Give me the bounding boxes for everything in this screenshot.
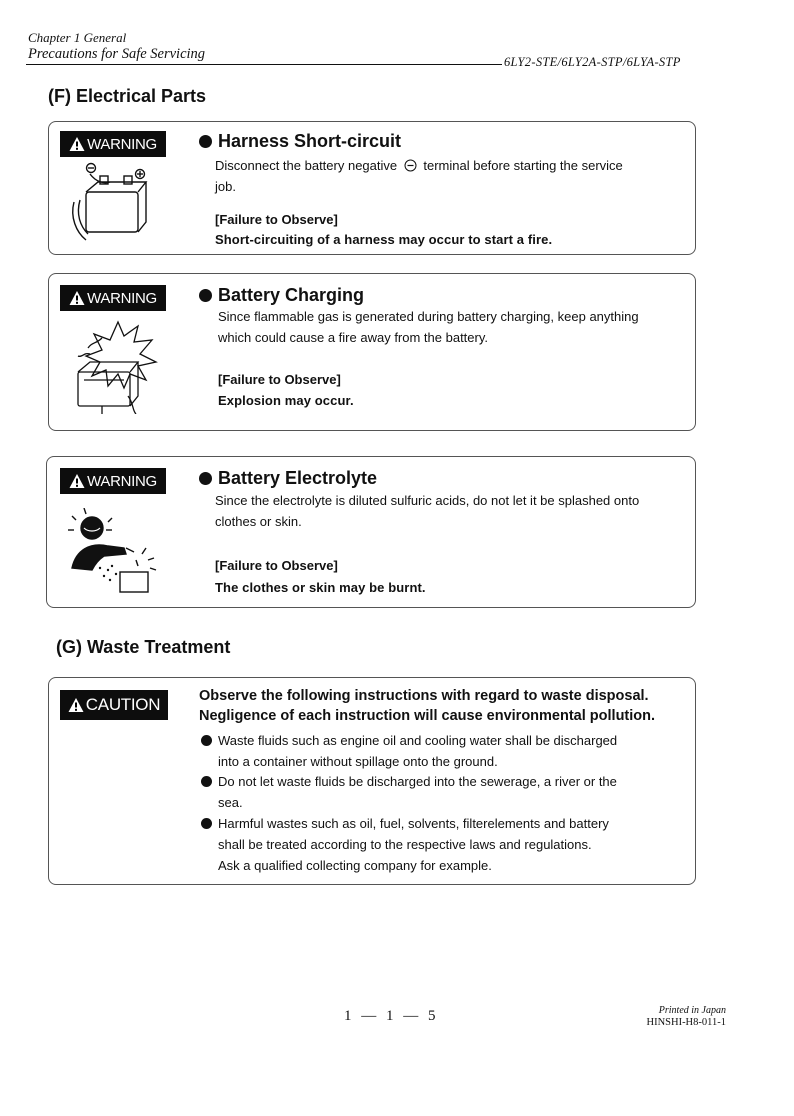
battery-explosion-icon: [72, 318, 164, 414]
intro-line: Negligence of each instruction will cause environmental pollution.: [199, 708, 656, 724]
failure-heading: [Failure to Observe]: [218, 372, 341, 387]
section-title: Precautions for Safe Servicing: [28, 46, 206, 62]
item-title-charging: [199, 285, 364, 306]
item-title-text: Battery Charging: [218, 285, 365, 305]
waste-bullet-item: [201, 771, 681, 813]
warning-triangle-icon: [69, 290, 85, 306]
bullet-icon: [199, 289, 212, 302]
document-code: HINSHI-H8-011-1: [646, 1017, 726, 1028]
caution-badge: [60, 690, 168, 720]
electrolyte-splash-icon: [64, 508, 164, 598]
caution-badge-label: CAUTION: [85, 695, 161, 714]
item-body-harness: [215, 155, 677, 197]
warning-badge: [60, 285, 166, 311]
page-number: 1 — 1 — 5: [344, 1008, 439, 1024]
warning-badge-label: WARNING: [87, 289, 157, 307]
warning-badge-label: WARNING: [87, 472, 157, 490]
body-line: Since flammable gas is generated during battery charging, keep anything: [218, 309, 639, 324]
negative-terminal-icon: [404, 159, 417, 172]
body-line: Since the electrolyte is diluted sulfuric acids, do not let it be splashed onto: [215, 493, 640, 508]
body-line-tail: terminal before starting the service: [423, 158, 623, 173]
failure-heading: [Failure to Observe]: [215, 558, 338, 573]
item-body-electrolyte: [215, 490, 685, 532]
body-line: clothes or skin.: [215, 514, 302, 529]
waste-bullet-item: [201, 813, 681, 876]
bullet-line: shall be treated according to the respective laws and regulations.: [218, 837, 592, 852]
bullet-line: into a container without spillage onto the ground.: [218, 754, 498, 769]
warning-triangle-icon: [69, 136, 85, 152]
warning-badge: [60, 468, 166, 494]
bullet-icon: [199, 135, 212, 148]
waste-bullet-item: [201, 730, 681, 772]
warning-triangle-icon: [69, 473, 85, 489]
electrical-parts-heading: (F) Electrical Parts: [48, 86, 207, 106]
warning-badge: [60, 131, 166, 157]
battery-terminal-icon: [66, 162, 158, 244]
caution-triangle-icon: [68, 697, 84, 713]
failure-text: Short-circuiting of a harness may occur to start a fire.: [215, 232, 553, 247]
item-body-charging: [218, 306, 680, 348]
chapter-title: Chapter 1 General: [28, 30, 127, 45]
item-title-harness: [199, 131, 401, 152]
bullet-line: Waste fluids such as engine oil and cooling water shall be discharged: [218, 733, 618, 748]
header-divider: [26, 64, 502, 65]
failure-text: Explosion may occur.: [218, 393, 354, 408]
bullet-line: Ask a qualified collecting company for example.: [218, 858, 492, 873]
bullet-icon: [199, 472, 212, 485]
bullet-icon: [201, 818, 212, 829]
failure-text: The clothes or skin may be burnt.: [215, 580, 426, 595]
item-title-text: Battery Electrolyte: [218, 468, 378, 488]
body-line: Disconnect the battery negative: [215, 158, 398, 173]
bullet-icon: [201, 776, 212, 787]
waste-intro: [199, 686, 655, 726]
body-line: job.: [215, 179, 236, 194]
waste-treatment-heading: (G) Waste Treatment: [56, 637, 231, 657]
failure-heading: [Failure to Observe]: [215, 212, 338, 227]
bullet-line: Do not let waste fluids be discharged into the sewerage, a river or the: [218, 774, 617, 789]
printed-in-note: Printed in Japan: [658, 1005, 726, 1016]
item-title-electrolyte: [199, 468, 377, 489]
body-line: which could cause a fire away from the battery.: [218, 330, 488, 345]
bullet-line: Harmful wastes such as oil, fuel, solvents, filterelements and battery: [218, 816, 609, 831]
bullet-icon: [201, 735, 212, 746]
intro-line: Observe the following instructions with regard to waste disposal.: [199, 688, 649, 704]
item-title-text: Harness Short-circuit: [218, 131, 402, 151]
bullet-line: sea.: [218, 795, 243, 810]
model-numbers: 6LY2-STE/6LY2A-STP/6LYA-STP: [504, 55, 681, 69]
warning-badge-label: WARNING: [87, 135, 157, 153]
